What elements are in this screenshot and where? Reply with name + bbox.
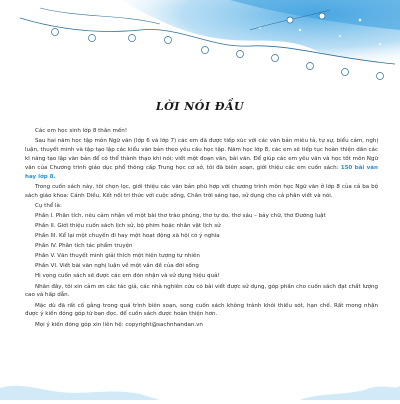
header-watercolor-decoration bbox=[0, 0, 400, 95]
paragraph-scope: Trong cuốn sách này, tôi chọn lọc, giới thiệu các văn bản phù hợp với chương trình môn học Ngữ văn ở lớp 8 của cả ba bộ sách giáo khoa: Cánh Diều, Kết nối tri thức với cuộc sống, Chân trời sáng tạo, sử dụng cho cả phân viết và nói. bbox=[25, 183, 378, 199]
bulb-icon bbox=[129, 35, 136, 42]
contact-line: Mọi ý kiến đóng góp xin liên hệ: copyright@sachnhandan.vn bbox=[35, 321, 203, 328]
bulb-icon bbox=[342, 69, 349, 76]
bulb-icon bbox=[52, 29, 59, 36]
bulb-icon bbox=[287, 17, 293, 23]
thanks-paragraph: Nhân đây, tôi xin cảm ơn các tác giả, các nhà nghiên cứu có bài viết được sử dụng, góp phần cho cuốn sách đạt chất lượng cao và hấp dẫn. bbox=[25, 283, 378, 299]
page-title: LỜI NÓI ĐẦU bbox=[155, 100, 245, 113]
preface-body bbox=[25, 127, 378, 331]
bulb-icon bbox=[202, 47, 209, 54]
part-item: Phần III. Kể lại một chuyến đi hay một hoạt động xã hội có ý nghĩa bbox=[35, 233, 220, 240]
bulb-icon bbox=[165, 37, 172, 44]
part-item: Phần I. Phân tích, nêu cảm nhận về một bài thơ trào phúng, thơ tự do, thơ sáu – bảy chữ, thơ Đường luật bbox=[35, 212, 326, 219]
part-item: Phần V. Văn thuyết minh giải thích một hiện tượng tự nhiên bbox=[35, 253, 200, 260]
book-title: 150 bài văn hay lớp 8. bbox=[25, 164, 378, 180]
greeting: Các em học sinh lớp 8 thân mến! bbox=[35, 128, 128, 134]
bulb-icon bbox=[307, 63, 314, 70]
apology-paragraph: Mặc dù đã rất cố gắng trong quá trình biên soạn, song cuốn sách không tránh khỏi thiếu sót, hạn chế. Rất mong nhận được ý kiến đóng góp từ bạn đọc, để cuốn sách được hoàn thiện hơn. bbox=[25, 302, 378, 318]
part-item: Phần VI. Viết bài văn nghị luận về một vấn đề của đời sống bbox=[35, 263, 199, 270]
part-item: Phần II. Giới thiệu cuốn sách lịch sử, bộ phim hoặc nhân vật lịch sử bbox=[35, 223, 221, 229]
paragraph-intro: Sau hai năm học tập môn Ngữ văn (lớp 6 và lớp 7) các em đã được tiếp xúc với các văn bản miêu tả, tự sự, biểu cảm, nghị luận, thuyết minh và tập tạo lập các kiểu văn bản theo yêu cầu học tập. Năm học lớp 8, các em sẽ tiếp tục hoàn thiện dần các kĩ năng tạo lập văn bản để có thể thành thạo khi nói; viết một đoạn văn, bài văn. Để giúp các em yêu văn và học tốt môn Ngữ văn của Chương trình giáo dục phổ thông cấp Trung học cơ sở, tôi đã biên soạn, giới thiệu các em cuốn sách: 150 bài văn hay lớp 8. bbox=[25, 138, 378, 180]
hope-line: Hi vọng cuốn sách sẽ được các em đón nhận và sử dụng hiệu quả! bbox=[35, 273, 220, 280]
bulb-icon bbox=[377, 73, 384, 80]
footer-watercolor-decoration bbox=[0, 370, 400, 400]
bulb-icon bbox=[319, 13, 325, 19]
part-item: Phần IV. Phân tích tác phẩm truyện bbox=[35, 243, 133, 250]
bulb-icon bbox=[272, 55, 279, 62]
bulb-icon bbox=[89, 35, 96, 42]
string-lights-illustration bbox=[0, 0, 400, 95]
bulb-icon bbox=[237, 51, 244, 58]
structure-intro: Cụ thể là: bbox=[35, 202, 62, 209]
